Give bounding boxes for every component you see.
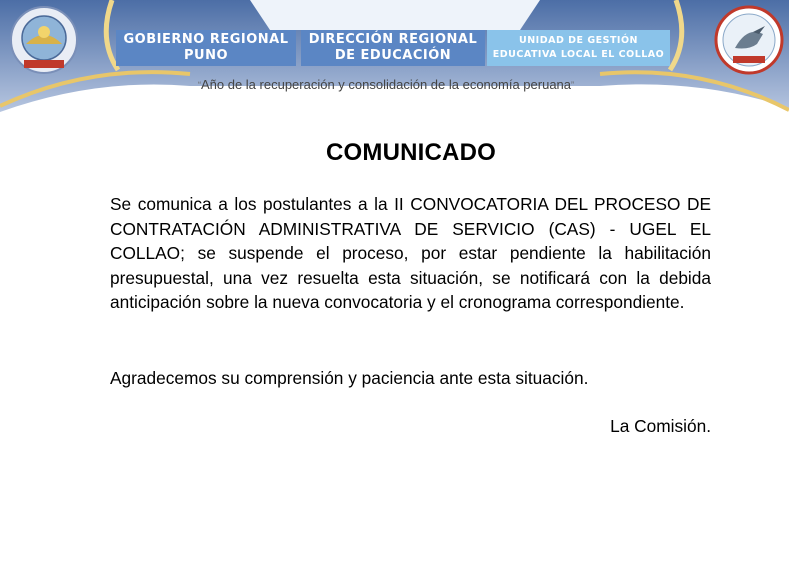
gobierno-regional-puno-seal-icon bbox=[8, 4, 80, 76]
banner-gobierno-regional: GOBIERNO REGIONAL PUNO bbox=[116, 30, 296, 66]
motto: “Año de la recuperación y consolidación de la economía peruana” bbox=[197, 77, 575, 92]
thanks-text: Agradecemos su comprensión y paciencia ante esta situación. bbox=[110, 368, 589, 388]
page-title: COMUNICADO bbox=[326, 139, 496, 166]
ugel-el-collao-seal-icon bbox=[713, 4, 785, 76]
signature: La Comisión. bbox=[610, 416, 711, 436]
banner-direccion-regional: DIRECCIÓN REGIONAL DE EDUCACIÓN bbox=[301, 30, 485, 66]
letterhead bbox=[0, 0, 789, 116]
banner-ugel: UNIDAD DE GESTIÓN EDUCATIVA LOCAL EL COLLAO bbox=[487, 30, 670, 66]
notice-paragraph: Se comunica a los postulantes a la II CONVOCATORIA DEL PROCESO DE CONTRATACIÓN ADMINISTRATIVA DE SERVICIO (CAS) - UGEL EL COLLAO; se suspende el proceso, por estar pendiente la habilitación presupuestal, una vez resuelta esta situación, se notificará con la debida anticipación sobre la nueva convocatoria y el cronograma correspondiente. bbox=[110, 194, 711, 313]
